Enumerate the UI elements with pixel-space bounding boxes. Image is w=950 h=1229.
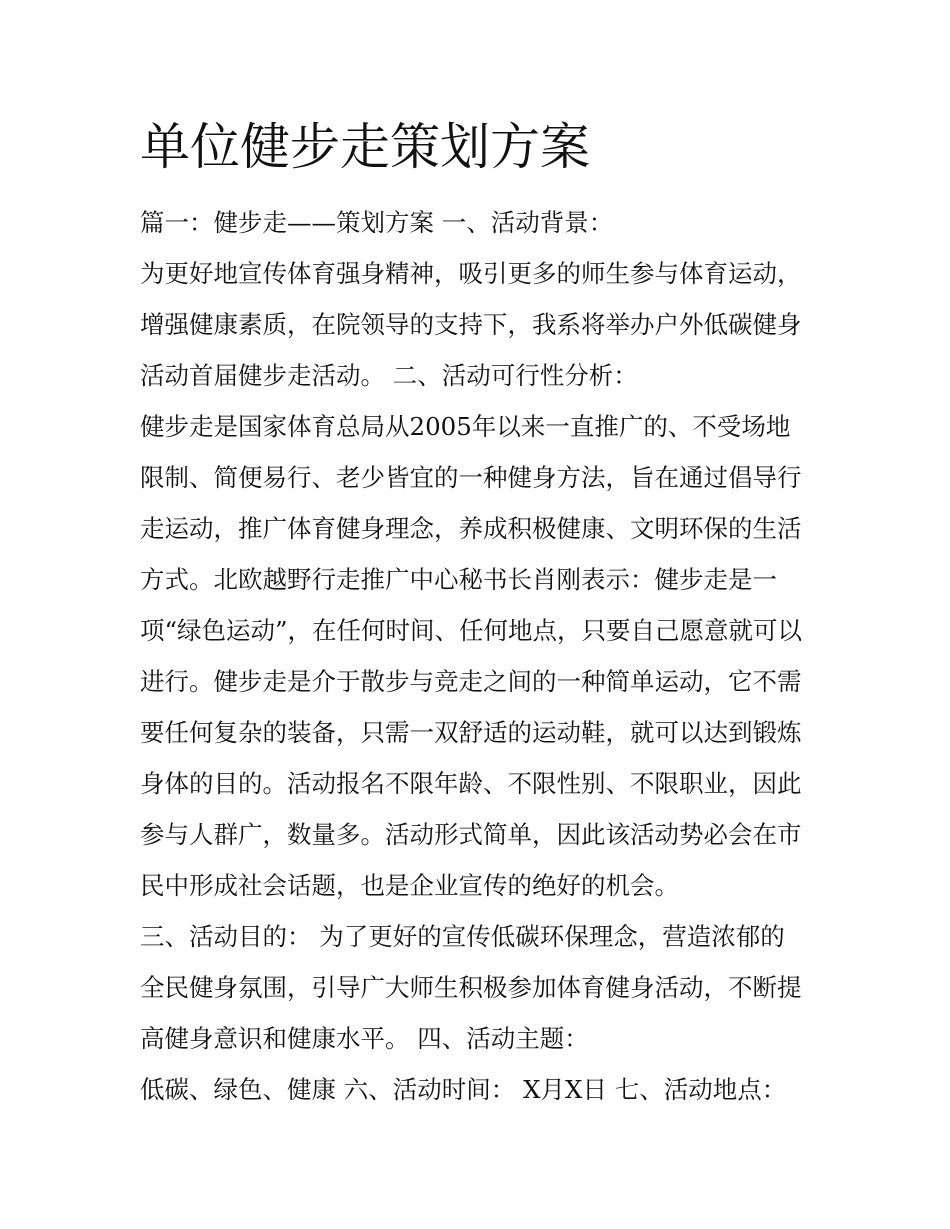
text-line: 走运动，推广体育健身理念，养成积极健康、文明环保的生活	[140, 514, 802, 543]
text-line: 低碳、绿色、健康 六、活动时间： X月X日 七、活动地点：	[140, 1075, 787, 1104]
text-line: 民中形成社会话题，也是企业宣传的绝好的机会。	[140, 871, 679, 900]
text-line: 进行。健步走是介于散步与竞走之间的一种简单运动，它不需	[140, 667, 802, 696]
text-line: 限制、简便易行、老少皆宜的一种健身方法，旨在通过倡导行	[140, 463, 802, 492]
text-line: 全民健身氛围，引导广大师生积极参加体育健身活动，不断提	[140, 973, 802, 1002]
text-line: 为更好地宣传体育强身精神，吸引更多的师生参与体育运动，	[140, 259, 802, 288]
text-line: 三、活动目的： 为了更好的宣传低碳环保理念，营造浓郁的	[140, 922, 785, 951]
text-line: 身体的目的。活动报名不限年龄、不限性别、不限职业，因此	[140, 769, 802, 798]
text-line: 高健身意识和健康水平。 四、活动主题：	[140, 1024, 589, 1053]
text-line: 活动首届健步走活动。 二、活动可行性分析：	[140, 361, 638, 390]
text-line: 篇一：健步走——策划方案 一、活动背景：	[140, 208, 614, 237]
text-line: 增强健康素质，在院领导的支持下，我系将举办户外低碳健身	[140, 310, 802, 339]
text-line: 参与人群广，数量多。活动形式简单，因此该活动势必会在市	[140, 820, 802, 849]
document-title: 单位健步走策划方案	[140, 118, 590, 176]
text-line: 要任何复杂的装备，只需一双舒适的运动鞋，就可以达到锻炼	[140, 718, 802, 747]
text-line: 项“绿色运动”，在任何时间、任何地点，只要自己愿意就可以	[140, 616, 803, 645]
text-line: 健步走是国家体育总局从2005年以来一直推广的、不受场地	[140, 412, 791, 441]
text-line: 方式。北欧越野行走推广中心秘书长肖刚表示：健步走是一	[140, 565, 777, 594]
